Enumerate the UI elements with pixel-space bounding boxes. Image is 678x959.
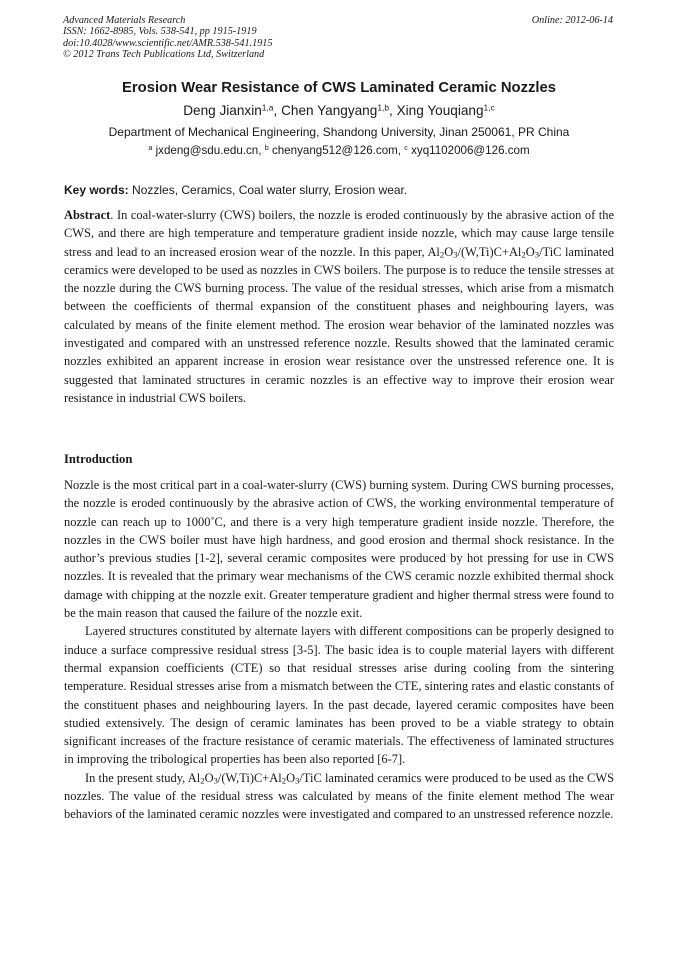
email-address[interactable]: chenyang512@126.com bbox=[271, 144, 398, 157]
email-list: $^a$ jxdeng@sdu.edu.cn, $^b$ chenyang512@126.com, $^c$ xyq1102006@126.com bbox=[148, 143, 530, 157]
abstract-text-1: . In coal-water-slurry (CWS) boilers, the nozzle is eroded continuously by the abrasive action of the CWS, and there are high temperature and temperature gradient inside nozzle, which may cause large tensile stress and lead to an increased erosion wear of the nozzle. In this paper, bbox=[64, 208, 614, 259]
author-name: Deng Jianxin bbox=[183, 103, 262, 118]
journal-name: Advanced Materials Research bbox=[63, 15, 186, 26]
abstract-label: Abstract bbox=[64, 208, 111, 222]
author-name: Xing Youqiang bbox=[396, 103, 484, 118]
email-mark: a bbox=[148, 143, 153, 153]
email-address[interactable]: xyq1102006@126.com bbox=[411, 144, 530, 157]
material-formula: $Al_2O_3/(W,Ti)C+Al_2O_3$/TiC bbox=[427, 244, 562, 260]
intro-paragraph: In the present study, $Al_2O_3/(W,Ti)C+Al_2O_3$/TiC laminated ceramics were produced to be used as the CWS nozzles. The value of the residual stress was calculated by means of the finite element method The wear behaviors of the laminated ceramic nozzles were investigated and compared to an unstressed reference nozzle. bbox=[64, 770, 614, 822]
intro-paragraph: Nozzle is the most critical part in a coal-water-slurry (CWS) burning system. During CWS burning processes, the nozzle is eroded continuously by the abrasive action of CWS, the working environmental temperature of nozzle can reach up to 1000˚C, and there is a very high temperature gradient inside nozzle. Therefore, the nozzles in the CWS boiler must have high hardness, and good erosion and thermal shock resistance. In the author’s previous studies [1-2], several ceramic composites were produced by hot pressing for use in CWS nozzles. It is revealed that the primary wear mechanisms of the CWS ceramic nozzle exhibited thermal shock damage with chipping at the nozzle exit. Greater temperature gradient and higher thermal stress were found to be the main reason that caused the failure of the nozzle exit. bbox=[64, 478, 614, 621]
keywords-text: Nozzles, Ceramics, Coal water slurry, Erosion wear. bbox=[132, 183, 408, 197]
email-mark: c bbox=[404, 143, 408, 153]
material-formula: $Al_2O_3/(W,Ti)C+Al_2O_3$/TiC bbox=[187, 770, 322, 786]
online-date: Online: 2012-06-14 bbox=[531, 15, 613, 26]
author-affiliation-mark: 1,b bbox=[377, 102, 390, 113]
keywords bbox=[64, 183, 407, 197]
author-affiliation-mark: 1,c bbox=[483, 102, 495, 113]
issn-line: ISSN: 1662-8985, Vols. 538-541, pp 1915-1919 bbox=[63, 26, 257, 38]
author-name: Chen Yangyang bbox=[281, 103, 378, 118]
doi-line[interactable]: doi:10.4028/www.scientific.net/AMR.538-541.1915 bbox=[63, 37, 273, 49]
journal-header bbox=[63, 15, 272, 61]
paper-title: Erosion Wear Resistance of CWS Laminated Ceramic Nozzles bbox=[122, 80, 556, 96]
affiliation: Department of Mechanical Engineering, Shandong University, Jinan 250061, PR China bbox=[108, 125, 570, 139]
author-list: Deng Jianxin$^{1,a}$, Chen Yangyang$^{1,b}$, Xing Youqiang$^{1,c}$ bbox=[183, 102, 495, 118]
copyright-line: © 2012 Trans Tech Publications Ltd, Switzerland bbox=[63, 49, 265, 61]
introduction-body bbox=[64, 476, 614, 824]
email-address[interactable]: jxdeng@sdu.edu.cn bbox=[155, 144, 259, 157]
author-affiliation-mark: 1,a bbox=[261, 102, 274, 113]
abstract bbox=[64, 206, 614, 407]
section-heading-introduction: Introduction bbox=[64, 452, 133, 466]
keywords-label: Key words: bbox=[64, 183, 129, 197]
intro-paragraph: Layered structures constituted by alternate layers with different compositions can be properly designed to induce a surface compressive residual stress [3-5]. The basic idea is to couple material layers with different thermal expansion coefficients (CTE) so that residual stresses arise during cooling from the sintering temperature. Residual stresses arise from a mismatch between the CTE, sintering rates and elastic constants of the constituent phases and neighbouring layers. In the past decade, layered ceramic composites have been studied extensively. The design of ceramic laminates has been proved to be a viable strategy to obtain significant increases of the fracture resistance of ceramic materials. The effectiveness of laminated structures in improving the tribological properties has been also reported [6-7]. bbox=[64, 624, 614, 767]
abstract-text-2: laminated ceramics were developed to be used as nozzles in CWS boilers. The purpose is to reduce the tensile stresses at the nozzle during the CWS burning process. The value of the residual stresses, which arise from a mismatch between the coefficients of thermal expansion of the constituent phases and neighbouring layers, was calculated by means of the finite element method. The erosion wear behavior of the laminated nozzles was investigated and compared with an unstressed reference nozzle. Results showed that the laminated ceramic nozzles exhibited an apparent increase in erosion wear resistance over the unstressed reference one. It is suggested that laminated structures in ceramic nozzles is an effective way to improve their erosion wear resistance in industrial CWS boilers. bbox=[64, 244, 615, 405]
email-mark: b bbox=[264, 143, 269, 153]
